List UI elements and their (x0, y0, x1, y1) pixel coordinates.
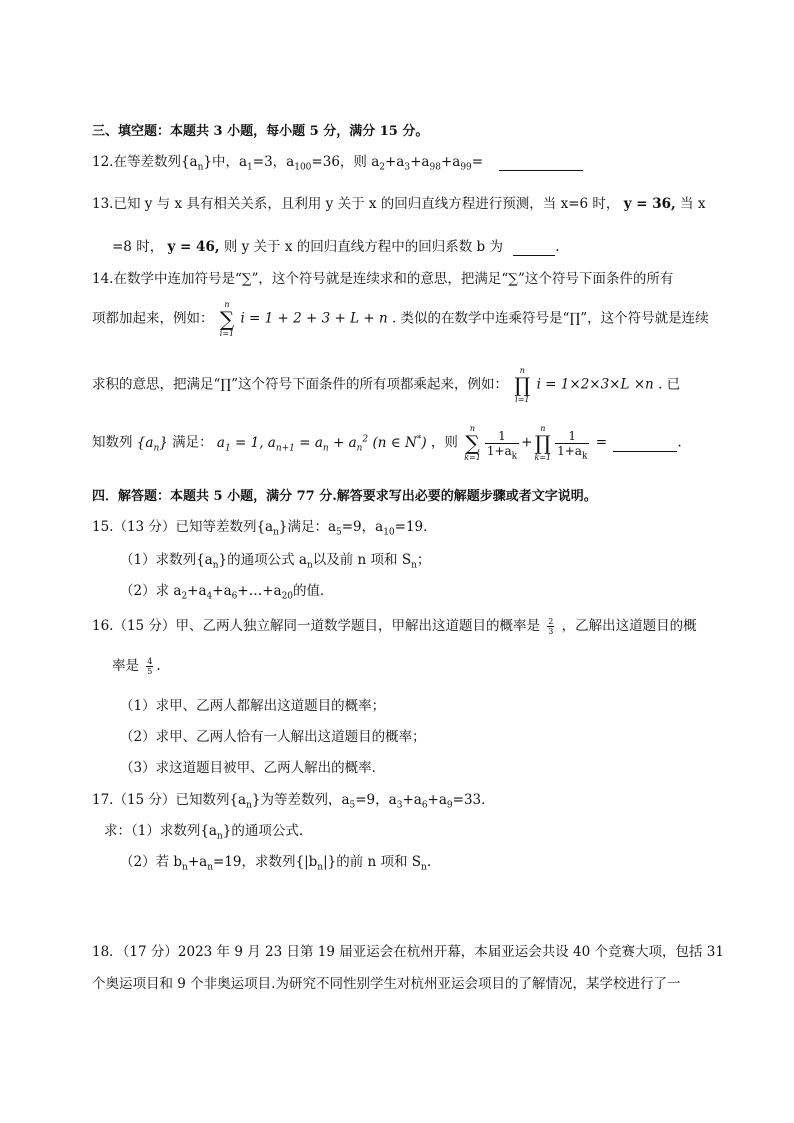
section-4-heading: 四．解答题：本题共 5 小题，满分 77 分.解答要求写出必要的解题步骤或者文字说明。 (92, 489, 597, 504)
question-14-line-1: 14.在数学中连加符号是“∑”，这个符号就是连续求和的意思，把满足“∑”这个符号下面条件的所有 (92, 271, 674, 287)
question-17: 17.（15 分）已知数列$\{a_n\}$为等差数列，$a_5=9$，$a_3+a_6+a_9=33$． (92, 792, 495, 811)
summation-symbol: n ∑ i=1 (219, 300, 235, 338)
answer-blank-13[interactable] (513, 239, 555, 256)
question-16-line-2: 率是 $\frac{4}{5}$ . (112, 657, 161, 676)
question-16-part-1: （1）求甲、乙两人都解出这道题目的概率； (120, 698, 386, 714)
question-13-line-1: 13.已知 y 与 x 具有相关关系，且利用 y 关于 x 的回归直线方程进行预测，当 x=6 时， y = 36, 当 x (92, 196, 706, 212)
question-14-line-4: 知数列 $\{a_n\}$ 满足： $a_1 = 1$, $a_{n+1} = a_n + a_n^2$ (n ∈ N*) ，则 n ∑ k=1 $\frac{1}{1+a_k}$ + n ∏ k=1 $\frac{1}{1+a_k}$ = . (92, 424, 682, 462)
summation-example: i = 1 + 2 + 3 + L + n (240, 310, 388, 327)
answer-blank-12[interactable] (499, 154, 583, 171)
question-17-part-2: （2）若 $b_n+a_n=19$，求数列$\{|b_n|\}$的前 n 项和 $S_n$. (120, 854, 432, 873)
question-12: 12.在等差数列$\{a_n\}$中，$a_1=3$，$a_{100}=36$，则 $a_2+a_3+a_{98}+a_{99}=$ (92, 150, 583, 171)
question-14-line-3: 求积的意思，把满足“∏”这个符号下面条件的所有项都乘起来，例如： n ∏ i=1 i = 1×2×3×L ×n . 已 (92, 366, 681, 404)
question-15-part-1: （1）求数列$\{a_n\}$的通项公式 $a_n$以及前 n 项和 $S_n$； (120, 552, 431, 571)
question-16-part-2: （2）求甲、乙两人恰有一人解出这道题目的概率； (120, 729, 426, 745)
question-18-line-1: 18．（17 分）2023 年 9 月 23 日第 19 届亚运会在杭州开幕，本届亚运会共设 40 个竞赛大项，包括 31 (92, 944, 724, 960)
probability-two-thirds: $\frac{2}{3}$ (548, 617, 554, 636)
question-13-line-2: =8 时， y = 46, 则 y 关于 x 的回归直线方程中的回归系数 b 为 . (112, 239, 560, 255)
question-16-part-3: （3）求这道题目被甲、乙两人解出的概率． (120, 760, 386, 776)
fraction-2: $\frac{1}{1+a_k}$ (557, 428, 588, 461)
answer-blank-14[interactable] (613, 435, 677, 452)
sequence-an: $\{a_n\}$ (136, 434, 168, 454)
question-15-part-2: （2）求 $a_2+a_4+a_6+\dots+a_{20}$的值． (120, 583, 334, 602)
question-17-part-1: 求：（1）求数列$\{a_n\}$的通项公式． (104, 823, 313, 842)
product-example: i = 1×2×3×L ×n (536, 376, 654, 393)
product-symbol-2: n ∏ k=1 (534, 424, 552, 462)
fraction-1: $\frac{1}{1+a_k}$ (486, 428, 518, 461)
summation-symbol-2: n ∑ k=1 (464, 424, 481, 462)
question-15: 15.（13 分）已知等差数列$\{a_n\}$满足：$a_5=9$，$a_{10}=19$． (92, 519, 437, 538)
probability-four-fifths: $\frac{4}{5}$ (147, 657, 153, 676)
question-16-line-1: 16.（15 分）甲、乙两人独立解同一道数学题目，甲解出这道题目的概率是 $\frac{2}{3}$ ，乙解出这道题目的概 (92, 617, 697, 636)
product-symbol: n ∏ i=1 (514, 366, 531, 404)
question-18-line-2: 个奥运项目和 9 个非奥运项目.为研究不同性别学生对杭州亚运会项目的了解情况，某学校进行了一 (92, 976, 681, 992)
question-14-line-2: 项都加起来，例如： n ∑ i=1 i = 1 + 2 + 3 + L + n . 类似的在数学中连乘符号是“∏”，这个符号就是连续 (92, 300, 709, 338)
section-3-heading: 三、填空题：本题共 3 小题，每小题 5 分，满分 15 分。 (92, 124, 429, 139)
recurrence-formula: $a_1 = 1$, $a_{n+1} = a_n + a_n^2$ (n ∈ N*) (216, 434, 427, 454)
